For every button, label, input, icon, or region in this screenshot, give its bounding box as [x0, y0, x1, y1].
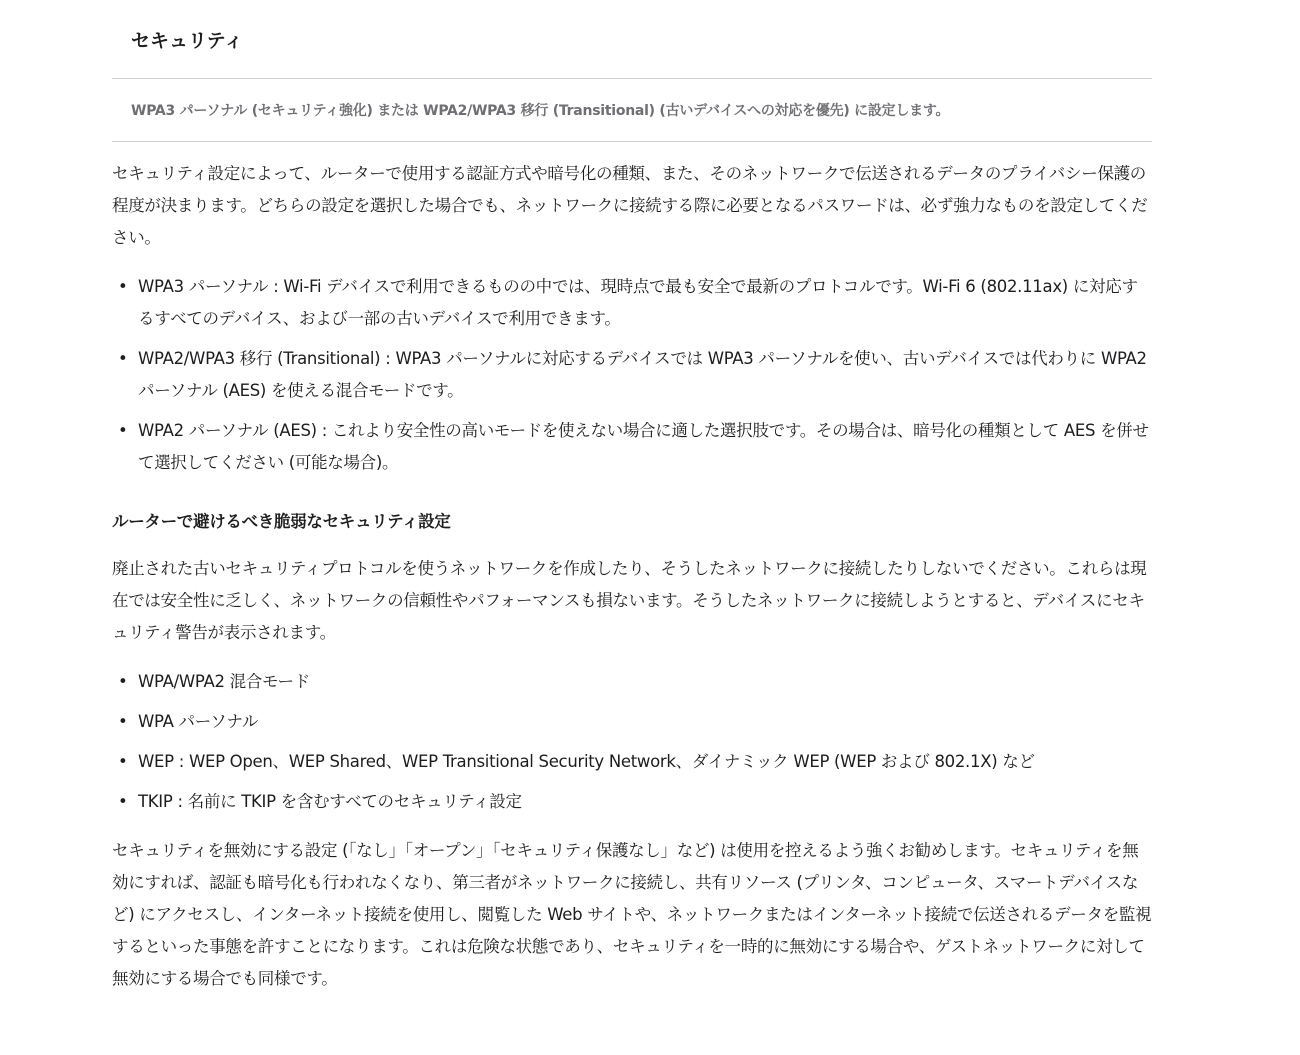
intro-paragraph: セキュリティ設定によって、ルーターで使用する認証方式や暗号化の種類、また、そのネットワークで伝送されるデータのプライバシー保護の程度が決まります。どちらの設定を選択した場合でも、ネットワークに接続する際に必要となるパスワードは、必ず強力なものを設定してください。: [112, 164, 1148, 247]
list-item-text: WPA/WPA2 混合モード: [138, 672, 310, 691]
list-item: [112, 271, 1152, 335]
list-item: [112, 746, 1152, 778]
table-header: [112, 0, 1152, 79]
bullet-icon: •: [118, 672, 128, 691]
security-heading: セキュリティ: [131, 29, 244, 52]
list-item: [112, 343, 1152, 407]
bullet-icon: •: [118, 752, 128, 771]
security-recommendation: WPA3 パーソナル (セキュリティ強化) または WPA2/WPA3 移行 (Transitional) (古いデバイスへの対応を優先) に設定します。: [131, 103, 950, 119]
list-item: [112, 415, 1152, 479]
disable-security-paragraph: セキュリティを無効にする設定 (「なし」「オープン」「セキュリティ保護なし」など) は使用を控えるよう強くお勧めします。セキュリティを無効にすれば、認証も暗号化も行われなくなり、第三者がネットワークに接続し、共有リソース (プリンタ、コンピュータ、スマートデバイスなど) にアクセスし、インターネット接続を使用し、閲覧した Web サイトや、ネットワークまたはインターネット接続で伝送されるデータを監視するといった事態を許すことになります。これは危険な状態であり、セキュリティを一時的に無効にする場合や、ゲストネットワークに対して無効にする場合でも同様です。: [112, 841, 1152, 988]
list-item-text: WPA パーソナル: [138, 712, 259, 731]
bullet-icon: •: [118, 349, 128, 368]
list-item: [112, 666, 1152, 698]
bullet-icon: •: [118, 792, 128, 811]
bullet-icon: •: [118, 712, 128, 731]
bullet-icon: •: [118, 277, 128, 296]
list-item-text: WPA2 パーソナル (AES) : これより安全性の高いモードを使えない場合に適した選択肢です。その場合は、暗号化の種類として AES を併せて選択してください (可能な場合)。: [138, 421, 1149, 472]
protocol-list: [112, 271, 1152, 479]
avoid-list: [112, 666, 1152, 818]
list-item-text: TKIP : 名前に TKIP を含むすべてのセキュリティ設定: [138, 792, 522, 811]
article-body: [112, 158, 1152, 995]
avoid-paragraph: 廃止された古いセキュリティプロトコルを使うネットワークを作成したり、そうしたネットワークに接続したりしないでください。これらは現在では安全性に乏しく、ネットワークの信頼性やパフォーマンスも損ないます。そうしたネットワークに接続しようとすると、デバイスにセキュリティ警告が表示されます。: [112, 559, 1147, 642]
section-heading: ルーターで避けるべき脆弱なセキュリティ設定: [112, 512, 451, 531]
table-row: [112, 79, 1152, 142]
list-item: [112, 706, 1152, 738]
list-item-text: WPA3 パーソナル : Wi-Fi デバイスで利用できるものの中では、現時点で最も安全で最新のプロトコルです。Wi-Fi 6 (802.11ax) に対応するすべてのデバイス、および一部の古いデバイスで利用できます。: [138, 277, 1138, 328]
list-item-text: WEP : WEP Open、WEP Shared、WEP Transitional Security Network、ダイナミック WEP (WEP および 802.1X) など: [138, 752, 1035, 771]
list-item: [112, 786, 1152, 818]
bullet-icon: •: [118, 421, 128, 440]
security-settings-table: [112, 0, 1152, 142]
list-item-text: WPA2/WPA3 移行 (Transitional) : WPA3 パーソナルに対応するデバイスでは WPA3 パーソナルを使い、古いデバイスでは代わりに WPA2 パーソナル (AES) を使える混合モードです。: [138, 349, 1147, 400]
